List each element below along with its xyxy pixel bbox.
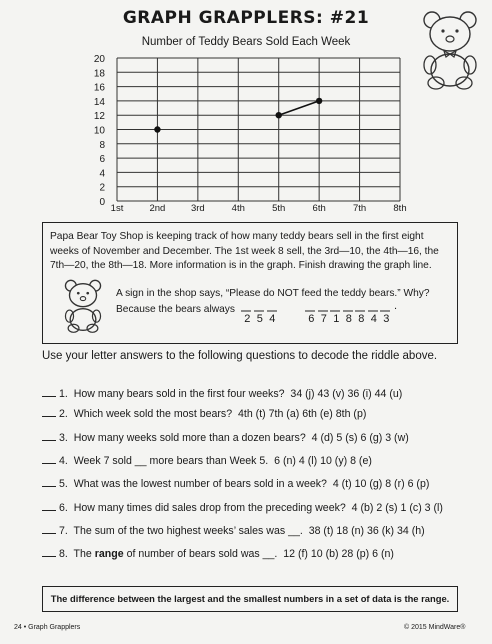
y-tick-label: 2 [99, 182, 105, 194]
x-tick-label: 3rd [190, 203, 205, 214]
answer-choices: 38 (t) 18 (n) 36 (k) 34 (h) [308, 525, 425, 537]
range-term: range [94, 548, 124, 560]
question-8: 8. The range of number of bears sold was __. 12 (f) 10 (b) 28 (p) 6 (n) [42, 548, 394, 560]
question-4: 4. Week 7 sold __ more bears than Week 5. 6 (n) 4 (l) 10 (y) 8 (e) [42, 455, 372, 467]
code-number: 6 [308, 313, 315, 325]
y-tick-label: 10 [93, 125, 105, 137]
code-number: 3 [383, 313, 390, 325]
x-tick-label: 6th [312, 203, 326, 214]
y-axis-ticks [94, 54, 106, 208]
y-tick-label: 16 [93, 82, 105, 94]
code-number: 2 [244, 313, 251, 325]
line-chart [0, 0, 492, 220]
answer-choices: 4 (t) 10 (g) 8 (r) 6 (p) [332, 478, 430, 490]
answer-blank[interactable] [42, 510, 56, 511]
answer-blank[interactable] [42, 463, 56, 464]
y-tick-label: 18 [93, 68, 105, 80]
x-tick-label: 7th [352, 203, 367, 214]
instructions: Use your letter answers to the following questions to decode the riddle above. [42, 350, 438, 362]
code-number: 8 [345, 313, 352, 325]
data-point [316, 98, 322, 104]
because-text: Because the bears always [116, 304, 235, 315]
worksheet-title: GRAPH GRAPPLERS: #21 [122, 8, 370, 28]
sign-question: A sign in the shop says, “Please do NOT feed the teddy bears.” Why? [116, 288, 430, 299]
answer-blank[interactable] [42, 416, 56, 417]
answer-choices: 34 (j) 43 (v) 36 (i) 44 (u) [290, 388, 403, 400]
x-tick-label: 5th [272, 203, 286, 214]
answer-choices: 6 (n) 4 (l) 10 (y) 8 (e) [274, 455, 372, 467]
definition-term: range. [421, 593, 450, 604]
answer-choices: 4th (t) 7th (a) 6th (e) 8th (p) [238, 408, 367, 420]
code-number: 7 [320, 313, 327, 325]
question-7: 7. The sum of the two highest weeks’ sales was __. 38 (t) 18 (n) 36 (k) 34 (h) [42, 525, 425, 537]
answer-blank[interactable] [42, 440, 56, 441]
question-5: 5. What was the lowest number of bears sold in a week? 4 (t) 10 (g) 8 (r) 6 (p) [42, 478, 429, 490]
question-3: 3. How many weeks sold more than a dozen bears? 4 (d) 5 (s) 6 (g) 3 (w) [42, 432, 409, 444]
answer-choices: 4 (d) 5 (s) 6 (g) 3 (w) [311, 432, 409, 444]
y-tick-label: 20 [93, 54, 105, 65]
y-tick-label: 12 [93, 111, 105, 123]
data-point [154, 126, 160, 132]
y-tick-label: 14 [93, 96, 105, 108]
question-2: 2. Which week sold the most bears? 4th (t) 7th (a) 6th (e) 8th (p) [42, 408, 366, 420]
answer-choices: 4 (b) 2 (s) 1 (c) 3 (l) [351, 502, 443, 514]
answer-blank[interactable] [42, 486, 56, 487]
answer-blank[interactable] [42, 556, 56, 557]
question-6: 6. How many times did sales drop from the preceding week? 4 (b) 2 (s) 1 (c) 3 (l) [42, 502, 443, 514]
copyright: © 2015 MindWare® [404, 624, 466, 631]
code-number: 8 [358, 313, 365, 325]
series-line [279, 101, 319, 115]
answer-blanks [239, 307, 419, 315]
x-tick-label: 1st [110, 203, 124, 214]
code-number: 4 [269, 313, 276, 325]
page-number: 24 • Graph Grapplers [14, 624, 81, 631]
data-point [276, 112, 282, 118]
answer-blank[interactable] [42, 396, 56, 397]
answer-blank[interactable] [42, 533, 56, 534]
chart-title: Number of Teddy Bears Sold Each Week [141, 36, 351, 48]
question-1: 1. How many bears sold in the first four weeks? 34 (j) 43 (v) 36 (i) 44 (u) [42, 388, 402, 400]
y-tick-label: 8 [99, 139, 105, 151]
code-number: 5 [256, 313, 263, 325]
x-axis-ticks [111, 203, 407, 214]
y-tick-label: 4 [99, 168, 105, 180]
definition-box [42, 586, 458, 612]
y-tick-label: 6 [99, 154, 105, 166]
word-problem-box [42, 222, 458, 344]
x-tick-label: 4th [231, 203, 245, 214]
teddy-bear-small-icon [61, 279, 105, 333]
answer-period: . [394, 300, 398, 312]
x-tick-label: 2nd [149, 203, 166, 214]
y-tick-label: 0 [99, 197, 105, 208]
problem-paragraph: Papa Bear Toy Shop is keeping track of how many teddy bears sell in the first eight weeks of November and December. The 1st week 8 sell, the 3rd—10, the 4th—16, the 7th—20, the 8th—18. More information is in the graph. Finish drawing the graph line. [50, 231, 439, 271]
x-tick-label: 8th [393, 203, 407, 214]
code-number: 4 [370, 313, 377, 325]
answer-choices: 12 (f) 10 (b) 28 (p) 6 (n) [283, 548, 394, 560]
definition-text: The difference between the largest and the smallest numbers in a set of data is the [50, 593, 419, 604]
code-number: 1 [333, 313, 340, 325]
